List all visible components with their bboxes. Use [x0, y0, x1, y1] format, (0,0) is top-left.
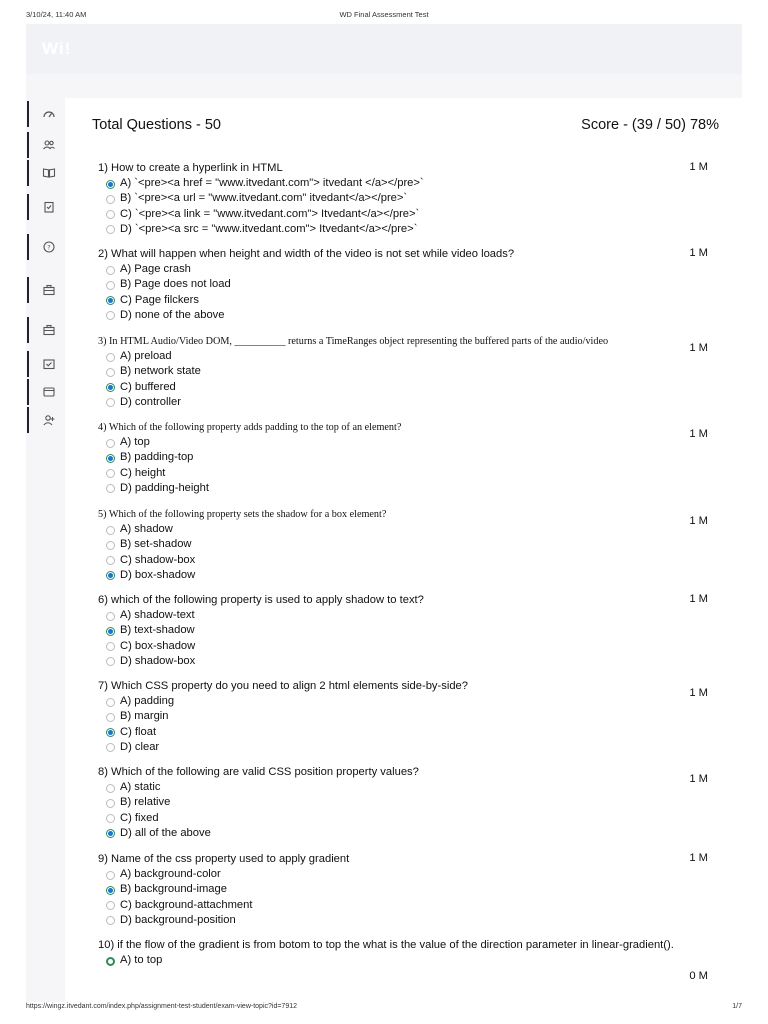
- answer-option[interactable]: [98, 740, 718, 755]
- answer-option[interactable]: [98, 882, 718, 897]
- print-header: [26, 10, 742, 22]
- answer-option[interactable]: [98, 308, 718, 323]
- question-block: [98, 507, 718, 583]
- question-block: [98, 420, 718, 496]
- question-text: 8) Which of the following are valid CSS position property values?: [98, 766, 419, 778]
- question-marks: 1 M: [689, 852, 708, 864]
- option-label: D) padding-height: [120, 481, 209, 494]
- radio-selected-icon[interactable]: [106, 454, 115, 463]
- radio-selected-icon[interactable]: [106, 728, 115, 737]
- option-label: B) margin: [120, 710, 169, 723]
- answer-option[interactable]: [98, 522, 718, 537]
- question-marks: 1 M: [689, 515, 708, 527]
- option-label: A) to top: [120, 954, 163, 966]
- answer-option[interactable]: [98, 867, 718, 882]
- page-number: 1/7: [732, 1003, 742, 1010]
- radio-icon[interactable]: [106, 398, 115, 407]
- radio-icon[interactable]: [106, 642, 115, 651]
- sidebar-active-bar: [27, 351, 29, 377]
- answer-option[interactable]: [98, 913, 718, 928]
- radio-icon[interactable]: [106, 266, 115, 275]
- answer-option[interactable]: [98, 811, 718, 826]
- option-label: C) float: [120, 725, 157, 738]
- answer-option[interactable]: [98, 277, 718, 292]
- question-block: [98, 679, 718, 755]
- radio-selected-icon[interactable]: [106, 627, 115, 636]
- radio-icon[interactable]: [106, 210, 115, 219]
- print-footer: [26, 1003, 742, 1015]
- radio-icon[interactable]: [106, 225, 115, 234]
- answer-option[interactable]: [98, 293, 718, 308]
- radio-icon[interactable]: [106, 439, 115, 448]
- question-block: [98, 161, 718, 237]
- radio-correct-icon[interactable]: [106, 957, 115, 966]
- option-label: C) Page filckers: [120, 293, 199, 306]
- answer-option[interactable]: [98, 725, 718, 740]
- radio-selected-icon[interactable]: [106, 571, 115, 580]
- answer-option[interactable]: [98, 553, 718, 568]
- radio-icon[interactable]: [106, 814, 115, 823]
- answer-option[interactable]: [98, 191, 718, 206]
- question-text: 4) Which of the following property adds padding to the top of an element?: [98, 422, 402, 433]
- question-block: [98, 852, 718, 928]
- option-label: C) `<pre><a link = "www.itvedant.com"> Itvedant</a></pre>`: [120, 207, 420, 220]
- answer-option[interactable]: [98, 694, 718, 709]
- app-logo[interactable]: Wi!: [42, 39, 72, 58]
- answer-option[interactable]: [98, 780, 718, 795]
- help-icon: [42, 240, 56, 254]
- answer-option[interactable]: [98, 709, 718, 724]
- radio-icon[interactable]: [106, 743, 115, 752]
- question-block: [98, 938, 718, 982]
- answer-option[interactable]: [98, 639, 718, 654]
- radio-icon[interactable]: [106, 713, 115, 722]
- option-label: B) padding-top: [120, 451, 194, 464]
- answer-option[interactable]: [98, 450, 718, 465]
- top-navbar: [26, 24, 742, 74]
- radio-selected-icon[interactable]: [106, 886, 115, 895]
- sidebar-active-bar: [27, 234, 29, 260]
- question-marks: 1 M: [689, 342, 708, 354]
- question-block: [98, 765, 718, 841]
- question-block: [98, 593, 718, 669]
- answer-option[interactable]: [98, 207, 718, 222]
- checklist-icon: [42, 200, 56, 214]
- radio-icon[interactable]: [106, 698, 115, 707]
- answer-option[interactable]: [98, 262, 718, 277]
- option-label: B) relative: [120, 796, 171, 809]
- answer-option[interactable]: [98, 176, 718, 191]
- option-label: A) Page crash: [120, 263, 191, 275]
- sidebar-active-bar: [27, 407, 29, 433]
- answer-option[interactable]: [98, 222, 718, 237]
- question-block: [98, 334, 718, 410]
- briefcase-icon: [42, 323, 56, 337]
- question-block: [98, 247, 718, 323]
- answer-option[interactable]: [98, 568, 718, 583]
- option-label: C) box-shadow: [120, 639, 196, 652]
- option-label: B) text-shadow: [120, 624, 195, 637]
- radio-icon[interactable]: [106, 368, 115, 377]
- answer-option[interactable]: [98, 481, 718, 496]
- calendar-check-icon: [42, 357, 56, 371]
- question-text: 2) What will happen when height and width of the video is not set while video loads?: [98, 248, 515, 260]
- radio-icon[interactable]: [106, 484, 115, 493]
- radio-icon[interactable]: [106, 612, 115, 621]
- answer-option[interactable]: [98, 349, 718, 364]
- radio-selected-icon[interactable]: [106, 383, 115, 392]
- answer-option[interactable]: [98, 953, 718, 968]
- briefcase-icon: [42, 283, 56, 297]
- radio-icon[interactable]: [106, 281, 115, 290]
- question-marks: 1 M: [689, 687, 708, 699]
- users-icon: [42, 138, 56, 152]
- question-marks: 1 M: [689, 428, 708, 440]
- print-document-title: WD Final Assessment Test: [339, 10, 429, 19]
- score-summary: Score - (39 / 50) 78%: [581, 117, 719, 133]
- radio-icon[interactable]: [106, 195, 115, 204]
- sidebar-active-bar: [27, 132, 29, 158]
- option-label: B) background-image: [120, 883, 227, 896]
- option-label: A) `<pre><a href = "www.itvedant.com"> itvedant </a></pre>`: [120, 177, 424, 189]
- sidebar-active-bar: [27, 101, 29, 127]
- radio-icon[interactable]: [106, 556, 115, 565]
- answer-option[interactable]: [98, 380, 718, 395]
- option-label: D) controller: [120, 395, 181, 408]
- answer-option[interactable]: [98, 537, 718, 552]
- radio-selected-icon[interactable]: [106, 829, 115, 838]
- question-marks: 1 M: [689, 773, 708, 785]
- option-label: A) shadow-text: [120, 609, 195, 621]
- radio-icon[interactable]: [106, 657, 115, 666]
- option-label: C) height: [120, 466, 166, 479]
- question-text: 3) In HTML Audio/Video DOM, __________ returns a TimeRanges object representing the buffered parts of the audio/video: [98, 336, 609, 347]
- question-text: 6) which of the following property is used to apply shadow to text?: [98, 594, 424, 606]
- question-text: 5) Which of the following property sets the shadow for a box element?: [98, 509, 387, 520]
- total-questions: Total Questions - 50: [92, 117, 221, 133]
- option-label: A) preload: [120, 350, 172, 362]
- answer-option[interactable]: [98, 608, 718, 623]
- option-label: C) buffered: [120, 380, 176, 393]
- option-label: A) padding: [120, 695, 175, 707]
- radio-icon[interactable]: [106, 784, 115, 793]
- option-label: D) none of the above: [120, 308, 225, 321]
- question-marks: 1 M: [689, 161, 708, 173]
- option-label: D) box-shadow: [120, 568, 196, 581]
- sidebar-active-bar: [27, 317, 29, 343]
- sidebar-active-bar: [27, 277, 29, 303]
- option-label: A) shadow: [120, 523, 173, 535]
- answer-option[interactable]: [98, 395, 718, 410]
- question-text: 7) Which CSS property do you need to align 2 html elements side-by-side?: [98, 680, 468, 692]
- question-text: 1) How to create a hyperlink in HTML: [98, 162, 283, 174]
- radio-icon[interactable]: [106, 469, 115, 478]
- radio-icon[interactable]: [106, 799, 115, 808]
- sidebar-active-bar: [27, 160, 29, 186]
- radio-icon[interactable]: [106, 541, 115, 550]
- radio-icon[interactable]: [106, 916, 115, 925]
- question-marks: 1 M: [689, 247, 708, 259]
- radio-selected-icon[interactable]: [106, 180, 115, 189]
- book-icon: [42, 166, 56, 180]
- answer-option[interactable]: [98, 364, 718, 379]
- answer-option[interactable]: [98, 898, 718, 913]
- radio-icon[interactable]: [106, 526, 115, 535]
- option-label: D) `<pre><a src = "www.itvedant.com"> Itvedant</a></pre>`: [120, 222, 418, 235]
- answer-option[interactable]: [98, 826, 718, 841]
- option-label: B) `<pre><a url = "www.itvedant.com" itvedant</a></pre>`: [120, 192, 408, 205]
- print-url: https://wingz.itvedant.com/index.php/assignment-test-student/exam-view-topic?id=7912: [26, 1003, 298, 1010]
- answer-option[interactable]: [98, 795, 718, 810]
- question-text: 10) if the flow of the gradient is from botom to top the what is the value of the direction parameter in linear-gradient().: [98, 939, 674, 951]
- option-label: B) network state: [120, 365, 201, 378]
- option-label: C) fixed: [120, 811, 159, 824]
- option-label: B) Page does not load: [120, 278, 231, 291]
- option-label: C) shadow-box: [120, 553, 196, 566]
- print-timestamp: 3/10/24, 11:40 AM: [26, 10, 87, 19]
- radio-icon[interactable]: [106, 901, 115, 910]
- option-label: D) shadow-box: [120, 654, 196, 667]
- option-label: A) top: [120, 436, 150, 448]
- option-label: A) static: [120, 781, 161, 793]
- sidebar-active-bar: [27, 379, 29, 405]
- radio-icon[interactable]: [106, 871, 115, 880]
- question-text: 9) Name of the css property used to apply gradient: [98, 853, 350, 865]
- sidebar-active-bar: [27, 194, 29, 220]
- option-label: A) background-color: [120, 868, 221, 880]
- answer-option[interactable]: [98, 623, 718, 638]
- result-card: [65, 98, 742, 1002]
- option-label: D) background-position: [120, 913, 236, 926]
- answer-option[interactable]: [98, 654, 718, 669]
- speedometer-icon: [42, 107, 56, 121]
- radio-icon[interactable]: [106, 353, 115, 362]
- question-marks: 1 M: [689, 593, 708, 605]
- option-label: D) clear: [120, 740, 160, 753]
- answer-option[interactable]: [98, 435, 718, 450]
- radio-selected-icon[interactable]: [106, 296, 115, 305]
- window-icon: [42, 385, 56, 399]
- option-label: D) all of the above: [120, 826, 211, 839]
- question-marks: 0 M: [689, 970, 708, 982]
- svg-text:?: ?: [47, 243, 51, 252]
- option-label: B) set-shadow: [120, 538, 192, 551]
- user-add-icon: [42, 413, 56, 427]
- radio-icon[interactable]: [106, 311, 115, 320]
- answer-option[interactable]: [98, 466, 718, 481]
- option-label: C) background-attachment: [120, 898, 253, 911]
